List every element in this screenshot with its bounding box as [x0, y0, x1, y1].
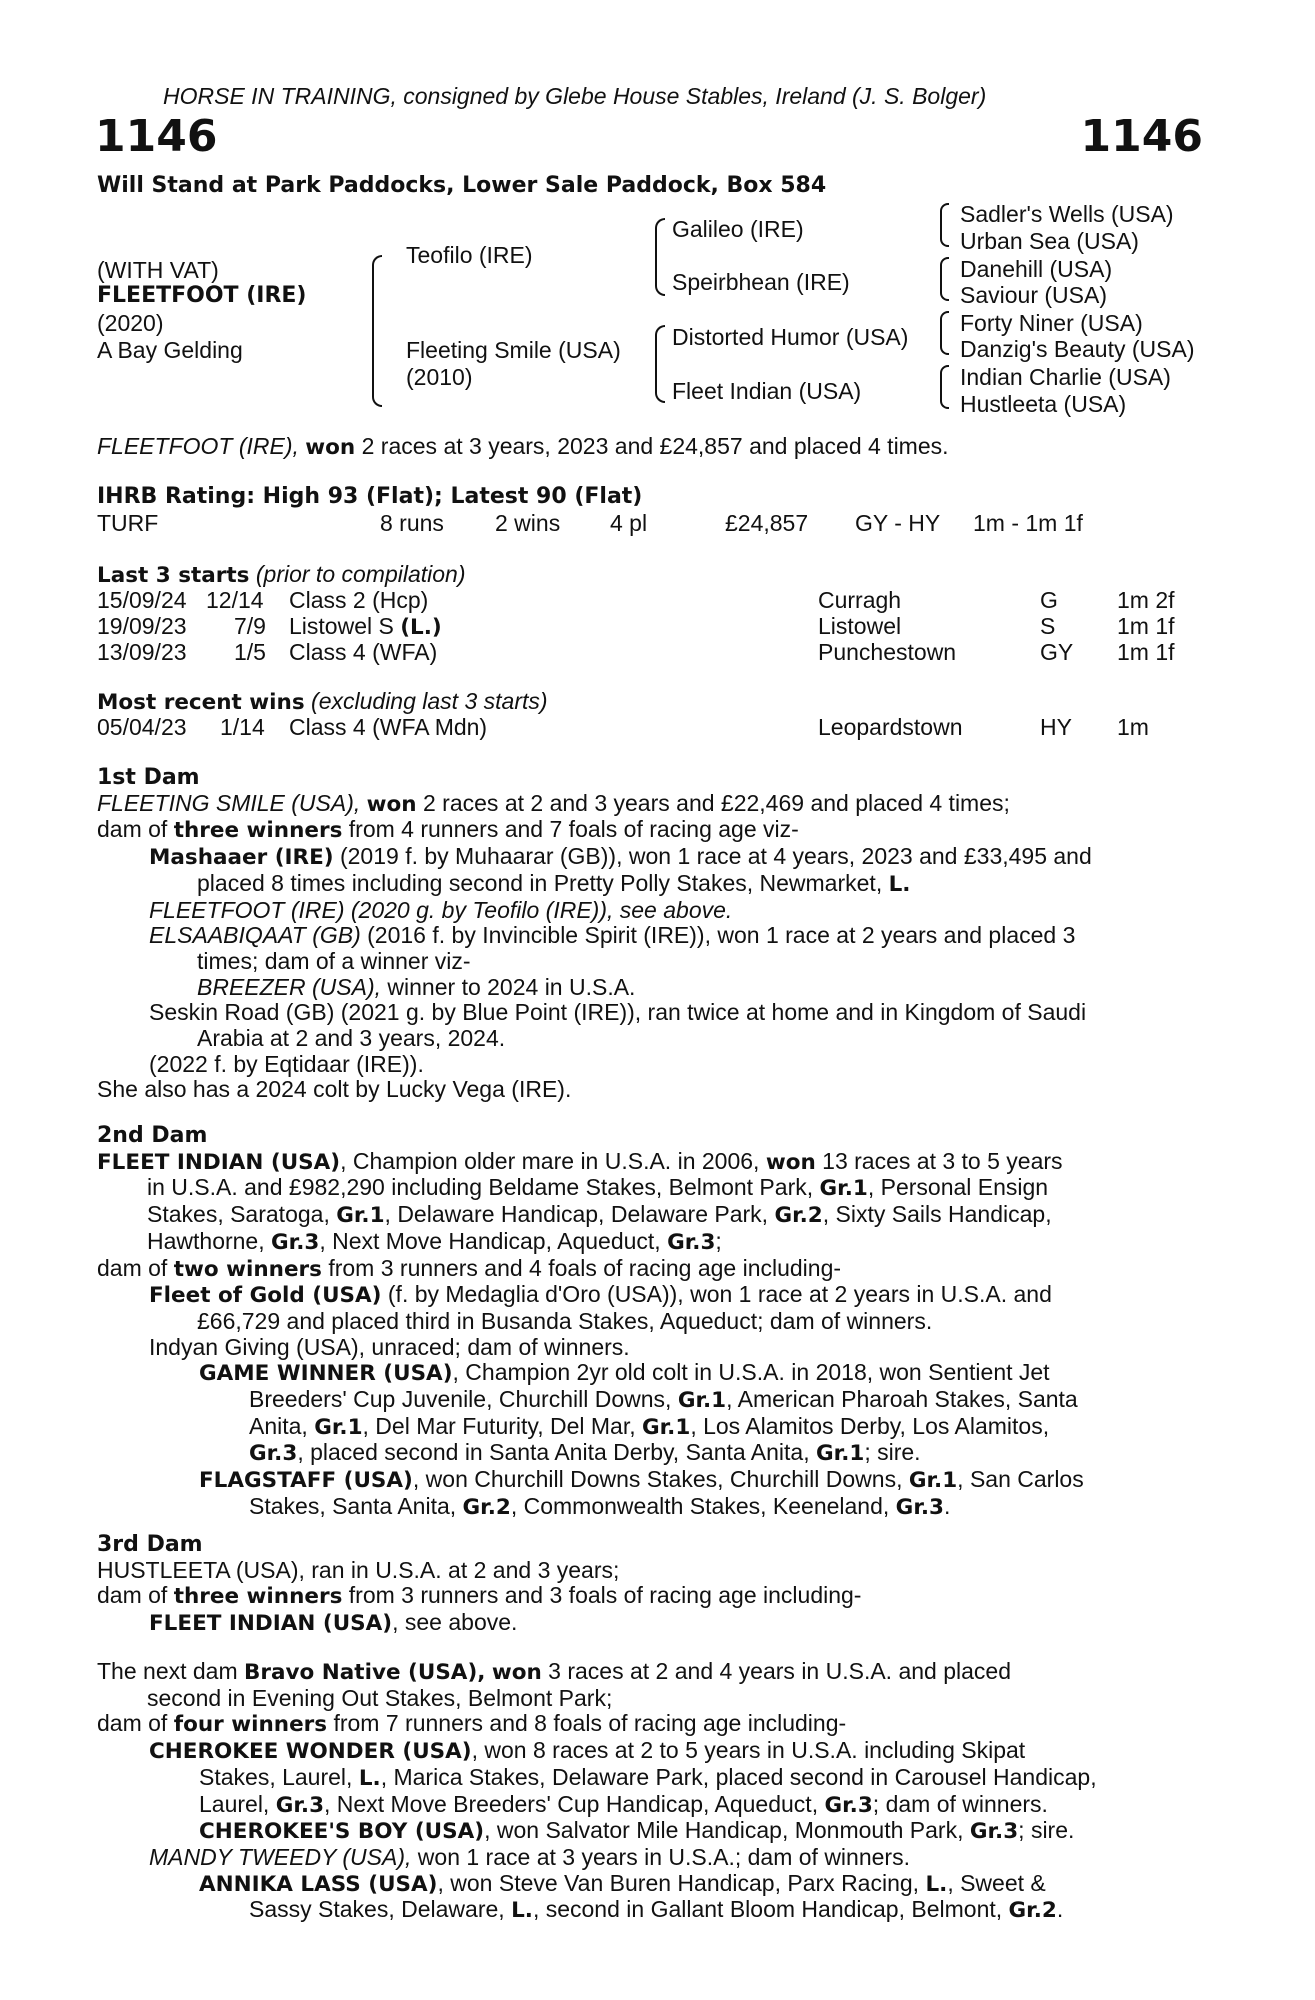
first-dam-section	[97, 765, 1207, 1103]
text: Stakes, Santa Anita,	[249, 1492, 457, 1519]
horse-year: (2020)	[97, 310, 164, 336]
grade-mark: Gr.1	[677, 1388, 727, 1414]
last-starts-heading	[97, 561, 466, 589]
first-dam-name: FLEETING SMILE (USA),	[97, 789, 361, 816]
produce-seskin-road-cont: Arabia at 2 and 3 years, 2024.	[197, 1025, 506, 1052]
summary-won-label: won	[305, 435, 356, 460]
rating-runs: 8 runs	[380, 510, 444, 536]
text: ; dam of winners.	[872, 1790, 1048, 1817]
produce-details: winner to 2024 in U.S.A.	[387, 973, 636, 1000]
start-date: 19/09/23	[97, 613, 187, 639]
recent-wins-title: Most recent wins	[97, 690, 305, 715]
start-race: Class 4 (WFA)	[289, 639, 438, 665]
pedigree-brace-main	[372, 255, 382, 407]
produce-fleet-of-gold-cont: £66,729 and placed third in Busanda Stakes, Aqueduct; dam of winners.	[197, 1307, 933, 1334]
fourth-dam-record	[97, 1659, 1207, 1686]
text: , Delaware Handicap, Delaware Park,	[384, 1201, 769, 1228]
produce-name: FLEET INDIAN (USA)	[149, 1611, 393, 1637]
produce-mandy-tweedy	[97, 1845, 1207, 1871]
rating-placed: 4 pl	[610, 510, 648, 536]
grade-mark: Gr.3	[824, 1792, 873, 1818]
produce-annika-lass-2	[97, 1897, 1207, 1924]
second-dam-title: 2nd Dam	[97, 1123, 208, 1148]
grade-mark: Gr.1	[336, 1203, 385, 1229]
text: , won Salvator Mile Handicap, Monmouth Park,	[484, 1817, 964, 1844]
start-distance: 1m 2f	[1117, 587, 1175, 613]
text: ; sire.	[1018, 1817, 1075, 1844]
pedigree-brace-dam	[655, 325, 665, 403]
text: , Champion older mare in U.S.A. in 2006,	[340, 1147, 760, 1174]
winner-count: three winners	[173, 818, 343, 844]
produce-name: ANNIKA LASS (USA)	[199, 1871, 438, 1897]
stable-location: Will Stand at Park Paddocks, Lower Sale Paddock, Box 584	[97, 173, 827, 198]
pedigree-g5: Forty Niner (USA)	[960, 310, 1143, 336]
produce-name: MANDY TWEEDY (USA),	[149, 1843, 412, 1870]
text: , Personal Ensign	[867, 1174, 1049, 1201]
start-course: Listowel	[818, 613, 902, 639]
first-dam-record	[97, 791, 1207, 818]
start-race: Class 2 (Hcp)	[289, 587, 429, 613]
text: , Sixty Sails Handicap,	[822, 1201, 1052, 1228]
start-distance: 1m 1f	[1117, 639, 1175, 665]
produce-cherokee-wonder-2	[97, 1765, 1207, 1792]
text: Stakes, Saratoga,	[147, 1201, 330, 1228]
grade-mark: Gr.2	[774, 1203, 823, 1229]
pedigree-brace-g1	[940, 203, 949, 247]
text: .	[943, 1492, 951, 1519]
start-course: Curragh	[818, 587, 902, 613]
produce-flagstaff	[97, 1467, 1207, 1494]
produce-game-winner-4	[97, 1440, 1207, 1467]
grade-mark: Gr.1	[816, 1441, 865, 1467]
fourth-dam-section	[97, 1659, 1207, 1924]
listed-mark: L.	[358, 1765, 381, 1791]
produce-mashaaer	[97, 844, 1207, 871]
text: , Champion 2yr old colt in U.S.A. in 2018, won Sentient Jet	[452, 1359, 1050, 1386]
start-date: 13/09/23	[97, 639, 187, 665]
start-going: G	[1040, 587, 1058, 613]
second-dam-line-2	[97, 1175, 1207, 1202]
fourth-dam-record-cont: second in Evening Out Stakes, Belmont Park;	[147, 1684, 613, 1711]
last-starts-title: Last 3 starts	[97, 563, 250, 588]
produce-elsaabiqaat-cont: times; dam of a winner viz-	[197, 947, 471, 974]
pedigree-g6: Danzig's Beauty (USA)	[960, 336, 1195, 362]
produce-game-winner-3	[97, 1414, 1207, 1441]
produce-annika-lass	[97, 1871, 1207, 1898]
produce-text: from 3 runners and 3 foals of racing age including-	[348, 1582, 862, 1609]
text: 3 races at 2 and 4 years in U.S.A. and placed	[548, 1658, 1012, 1684]
produce-fleet-of-gold	[97, 1282, 1207, 1309]
text: , Next Move Handicap, Aqueduct,	[319, 1227, 661, 1254]
text: , see above.	[392, 1609, 518, 1636]
produce-prefix: dam of	[97, 1254, 168, 1281]
produce-game-winner	[97, 1360, 1207, 1387]
winner-count: two winners	[173, 1256, 322, 1282]
listed-mark: L.	[888, 871, 911, 897]
produce-name: FLAGSTAFF (USA)	[199, 1468, 413, 1494]
pedigree-sire: Teofilo (IRE)	[406, 242, 533, 268]
produce-game-winner-2	[97, 1387, 1207, 1414]
consignor-line: HORSE IN TRAINING, consigned by Glebe House Stables, Ireland (J. S. Bolger)	[163, 83, 987, 109]
text: ; sire.	[864, 1439, 921, 1466]
grade-mark: Gr.2	[462, 1494, 511, 1520]
last-starts-note: (prior to compilation)	[255, 561, 466, 587]
produce-details: (2016 f. by Invincible Spirit (IRE)), won 1 race at 2 years and placed 3	[367, 922, 1076, 949]
produce-prefix: dam of	[97, 816, 168, 843]
text: Breeders' Cup Juvenile, Churchill Downs,	[249, 1386, 672, 1413]
produce-name: BREEZER (USA),	[197, 973, 382, 1000]
lot-number-right: 1146	[1080, 111, 1203, 162]
pedigree-g3: Danehill (USA)	[960, 256, 1113, 282]
start-position: 1/5	[234, 639, 266, 665]
text: 13 races at 3 to 5 years	[822, 1147, 1063, 1174]
grade-mark: Gr.3	[275, 1792, 325, 1818]
win-course: Leopardstown	[818, 714, 963, 740]
text: won 1 race at 3 years in U.S.A.; dam of winners.	[417, 1843, 910, 1870]
grade-mark: Gr.2	[1008, 1898, 1057, 1924]
text: , Commonwealth Stakes, Keeneland,	[510, 1492, 890, 1519]
pedigree-brace-g2	[940, 257, 949, 301]
start-race-name: Listowel S	[289, 613, 394, 639]
produce-fleetfoot: FLEETFOOT (IRE) (2020 g. by Teofilo (IRE)), see above.	[149, 896, 733, 923]
win-position: 1/14	[220, 714, 265, 740]
listed-mark: (L.)	[400, 615, 442, 640]
produce-elsaabiqaat	[97, 923, 1207, 949]
text: Laurel,	[199, 1790, 270, 1817]
text: , Marica Stakes, Delaware Park, placed second in Carousel Handicap,	[380, 1763, 1097, 1790]
text: , American Pharoah Stakes, Santa	[726, 1386, 1078, 1413]
first-dam-record-text: 2 races at 2 and 3 years and £22,469 and placed 4 times;	[423, 789, 1010, 816]
pedigree-brace-g4	[940, 365, 949, 409]
pedigree-g4: Saviour (USA)	[960, 282, 1107, 308]
produce-text: from 3 runners and 4 foals of racing age including-	[328, 1254, 842, 1281]
produce-cherokee-wonder-3	[97, 1792, 1207, 1819]
produce-name: ELSAABIQAAT (GB)	[149, 922, 361, 949]
grade-mark: Gr.3	[895, 1494, 944, 1520]
second-dam-section	[97, 1123, 1207, 1521]
produce-seskin-road: Seskin Road (GB) (2021 g. by Blue Point (IRE)), ran twice at home and in Kingdom of Saudi	[149, 999, 1087, 1026]
listed-mark: L.	[511, 1898, 533, 1924]
produce-text: from 4 runners and 7 foals of racing age viz-	[348, 816, 799, 843]
produce-name: GAME WINNER (USA)	[199, 1361, 453, 1387]
produce-details: (2019 f. by Muhaarar (GB)), won 1 race at 4 years, 2023 and £33,495 and	[339, 843, 1092, 870]
produce-fleet-indian	[97, 1610, 1207, 1637]
winner-count: three winners	[173, 1584, 343, 1610]
second-dam-line-4	[97, 1229, 1207, 1256]
pedigree-brace-g3	[940, 311, 949, 355]
third-dam-title: 3rd Dam	[97, 1532, 203, 1557]
won-label: won	[491, 1660, 542, 1685]
recent-wins-heading	[97, 688, 548, 716]
start-going: S	[1040, 613, 1056, 639]
grade-mark: Gr.1	[819, 1176, 868, 1202]
pedigree-g1: Sadler's Wells (USA)	[960, 201, 1174, 227]
text: The next dam	[97, 1658, 238, 1684]
ihrb-rating: IHRB Rating: High 93 (Flat); Latest 90 (Flat)	[97, 484, 643, 509]
produce-cherokee-wonder	[97, 1738, 1207, 1765]
grade-mark: Gr.3	[969, 1819, 1019, 1845]
text: , won 8 races at 2 to 5 years in U.S.A. including Skipat	[471, 1737, 1026, 1764]
fourth-dam-produce	[97, 1711, 1207, 1738]
grade-mark: Gr.3	[667, 1229, 716, 1255]
pedigree-g2: Urban Sea (USA)	[960, 228, 1139, 254]
text: , won Churchill Downs Stakes, Churchill Downs,	[412, 1466, 903, 1493]
pedigree-brace-sire	[655, 218, 665, 296]
produce-name: CHEROKEE'S BOY (USA)	[199, 1819, 485, 1845]
start-position: 12/14	[206, 587, 264, 613]
produce-prefix: dam of	[97, 1582, 168, 1609]
second-dam-name: FLEET INDIAN (USA)	[97, 1149, 341, 1175]
produce-name: CHEROKEE WONDER (USA)	[149, 1739, 472, 1765]
produce-name: Fleet of Gold (USA)	[149, 1283, 382, 1309]
text: , won Steve Van Buren Handicap, Parx Racing,	[437, 1869, 920, 1896]
produce-text: from 7 runners and 8 foals of racing age including-	[333, 1710, 847, 1737]
win-date: 05/04/23	[97, 714, 187, 740]
summary-text: 2 races at 3 years, 2023 and £24,857 and placed 4 times.	[361, 433, 949, 459]
winner-count: four winners	[173, 1712, 328, 1738]
text: ;	[715, 1227, 722, 1254]
produce-mashaaer-cont	[97, 871, 1207, 898]
recent-wins-note: (excluding last 3 starts)	[311, 688, 548, 714]
text: , Next Move Breeders' Cup Handicap, Aqueduct,	[324, 1790, 819, 1817]
text: in U.S.A. and £982,290 including Beldame Stakes, Belmont Park,	[147, 1174, 814, 1201]
pedigree-g7: Indian Charlie (USA)	[960, 364, 1171, 390]
third-dam-record: HUSTLEETA (USA), ran in U.S.A. at 2 and 3 years;	[97, 1556, 620, 1583]
pedigree-sire-sire: Galileo (IRE)	[672, 216, 804, 242]
start-race	[289, 613, 442, 641]
start-position: 7/9	[234, 613, 266, 639]
text: , Sweet &	[947, 1869, 1046, 1896]
start-distance: 1m 1f	[1117, 613, 1175, 639]
pedigree-sire-dam: Speirbhean (IRE)	[672, 269, 850, 295]
fourth-dam-name: Bravo Native (USA),	[244, 1660, 486, 1685]
text: , Los Alamitos Derby, Los Alamitos,	[690, 1412, 1050, 1439]
pedigree-dam-year: (2010)	[406, 364, 473, 390]
pedigree-dam-dam: Fleet Indian (USA)	[672, 378, 862, 404]
pedigree-dam-sire: Distorted Humor (USA)	[672, 324, 909, 350]
produce-details: (f. by Medaglia d'Oro (USA)), won 1 race at 2 years in U.S.A. and	[387, 1281, 1052, 1308]
horse-description: A Bay Gelding	[97, 337, 243, 363]
produce-flagstaff-2	[97, 1494, 1207, 1521]
lot-number-left: 1146	[95, 111, 218, 162]
grade-mark: Gr.1	[314, 1414, 363, 1440]
second-dam-line-3	[97, 1202, 1207, 1229]
rating-distance: 1m - 1m 1f	[973, 510, 1083, 536]
third-dam-section	[97, 1532, 1207, 1637]
win-going: HY	[1040, 714, 1072, 740]
produce-indyan-giving: Indyan Giving (USA), unraced; dam of winners.	[149, 1333, 630, 1360]
text: Sassy Stakes, Delaware,	[249, 1896, 505, 1923]
produce-2022-filly: (2022 f. by Eqtidaar (IRE)).	[149, 1050, 424, 1077]
first-dam-title: 1st Dam	[97, 765, 200, 790]
text: , placed second in Santa Anita Derby, Santa Anita,	[297, 1439, 810, 1466]
won-label: won	[765, 1149, 816, 1175]
won-label: won	[366, 791, 417, 817]
grade-mark: Gr.1	[908, 1468, 958, 1494]
rating-surface: TURF	[97, 510, 159, 536]
text: Stakes, Laurel,	[199, 1763, 353, 1790]
produce-2024-colt: She also has a 2024 colt by Lucky Vega (IRE).	[97, 1076, 572, 1103]
listed-mark: L.	[925, 1871, 948, 1897]
race-summary	[97, 433, 949, 461]
horse-name: FLEETFOOT (IRE)	[97, 283, 307, 308]
second-dam-produce	[97, 1256, 1207, 1283]
start-course: Punchestown	[818, 639, 957, 665]
grade-mark: Gr.3	[271, 1229, 320, 1255]
text: , Del Mar Futurity, Del Mar,	[362, 1412, 636, 1439]
vat-label: (WITH VAT)	[97, 257, 219, 283]
produce-name: Mashaaer (IRE)	[149, 845, 334, 871]
text: Anita,	[249, 1412, 308, 1439]
second-dam-line-1	[97, 1149, 1207, 1176]
rating-earnings: £24,857	[725, 510, 809, 536]
third-dam-produce	[97, 1583, 1207, 1610]
rating-going: GY - HY	[855, 510, 941, 536]
summary-horse-name: FLEETFOOT (IRE),	[97, 433, 299, 459]
win-race: Class 4 (WFA Mdn)	[289, 714, 488, 740]
grade-mark: Gr.3	[249, 1441, 298, 1467]
text: .	[1056, 1896, 1064, 1923]
produce-prefix: dam of	[97, 1710, 168, 1737]
text: Hawthorne,	[147, 1227, 265, 1254]
first-dam-produce	[97, 817, 1207, 844]
text: , San Carlos	[957, 1466, 1084, 1493]
win-distance: 1m	[1117, 714, 1149, 740]
text: , second in Gallant Bloom Handicap, Belmont,	[532, 1896, 1003, 1923]
rating-wins: 2 wins	[495, 510, 561, 536]
start-date: 15/09/24	[97, 587, 187, 613]
pedigree-dam: Fleeting Smile (USA)	[406, 337, 621, 363]
grade-mark: Gr.1	[642, 1414, 691, 1440]
pedigree-g8: Hustleeta (USA)	[960, 391, 1127, 417]
produce-cherokees-boy	[97, 1818, 1207, 1845]
start-going: GY	[1040, 639, 1074, 665]
produce-details: placed 8 times including second in Pretty Polly Stakes, Newmarket,	[197, 869, 883, 896]
produce-breezer	[97, 975, 1207, 1001]
